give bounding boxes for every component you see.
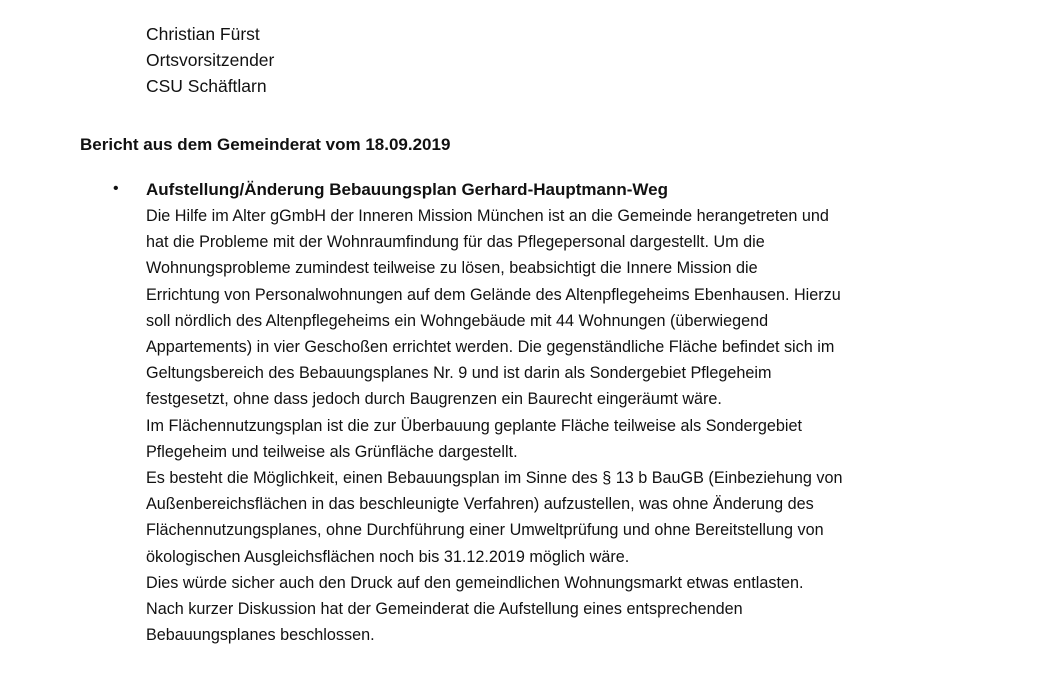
- section-body: [146, 203, 1046, 648]
- body-line: Die Hilfe im Alter gGmbH der Inneren Mission München ist an die Gemeinde herangetreten und: [146, 207, 829, 225]
- body-line: Im Flächennutzungsplan ist die zur Überbauung geplante Fläche teilweise als Sondergebiet: [146, 416, 802, 435]
- body-line: hat die Probleme mit der Wohnraumfindung für das Pflegepersonal dargestellt. Um die: [146, 233, 765, 252]
- body-line: Nach kurzer Diskussion hat der Gemeinderat die Aufstellung eines entsprechenden: [146, 600, 743, 619]
- body-line: Errichtung von Personalwohnungen auf dem Gelände des Altenpflegeheims Ebenhausen. Hierzu: [146, 285, 841, 304]
- sender-role: Ortsvorsitzender: [146, 50, 275, 70]
- bullet-icon: •: [113, 180, 119, 197]
- body-line: soll nördlich des Altenpflegeheims ein Wohngebäude mit 44 Wohnungen (überwiegend: [146, 311, 769, 330]
- body-line: Wohnungsprobleme zumindest teilweise zu lösen, beabsichtigt die Innere Mission die: [146, 259, 758, 278]
- sender-block: [146, 21, 274, 99]
- body-line: ökologischen Ausgleichsflächen noch bis 31.12.2019 möglich wäre.: [146, 547, 630, 566]
- body-line: Appartements) in vier Geschoßen errichtet werden. Die gegenständliche Fläche befindet sich im: [146, 338, 835, 357]
- body-line: Bebauungsplanes beschlossen.: [146, 626, 375, 645]
- sender-name: Christian Fürst: [146, 24, 260, 44]
- body-line: Geltungsbereich des Bebauungsplanes Nr. 9 und ist darin als Sondergebiet Pflegeheim: [146, 364, 772, 383]
- body-line: festgesetzt, ohne dass jedoch durch Baugrenzen ein Baurecht eingeräumt wäre.: [146, 390, 722, 409]
- body-line: Pflegeheim und teilweise als Grünfläche dargestellt.: [146, 442, 518, 461]
- body-line: Es besteht die Möglichkeit, einen Bebauungsplan im Sinne des § 13 b BauGB (Einbeziehung von: [146, 469, 843, 488]
- body-line: Dies würde sicher auch den Druck auf den gemeindlichen Wohnungsmarkt etwas entlasten.: [146, 573, 804, 592]
- body-line: Außenbereichsflächen in das beschleunigte Verfahren) aufzustellen, was ohne Änderung des: [146, 495, 814, 514]
- report-heading: Bericht aus dem Gemeinderat vom 18.09.2019: [80, 135, 451, 154]
- section-title: Aufstellung/Änderung Bebauungsplan Gerhard-Hauptmann-Weg: [146, 180, 668, 199]
- sender-organization: CSU Schäftlarn: [146, 76, 267, 96]
- body-line: Flächennutzungsplanes, ohne Durchführung einer Umweltprüfung und ohne Bereitstellung von: [146, 521, 824, 540]
